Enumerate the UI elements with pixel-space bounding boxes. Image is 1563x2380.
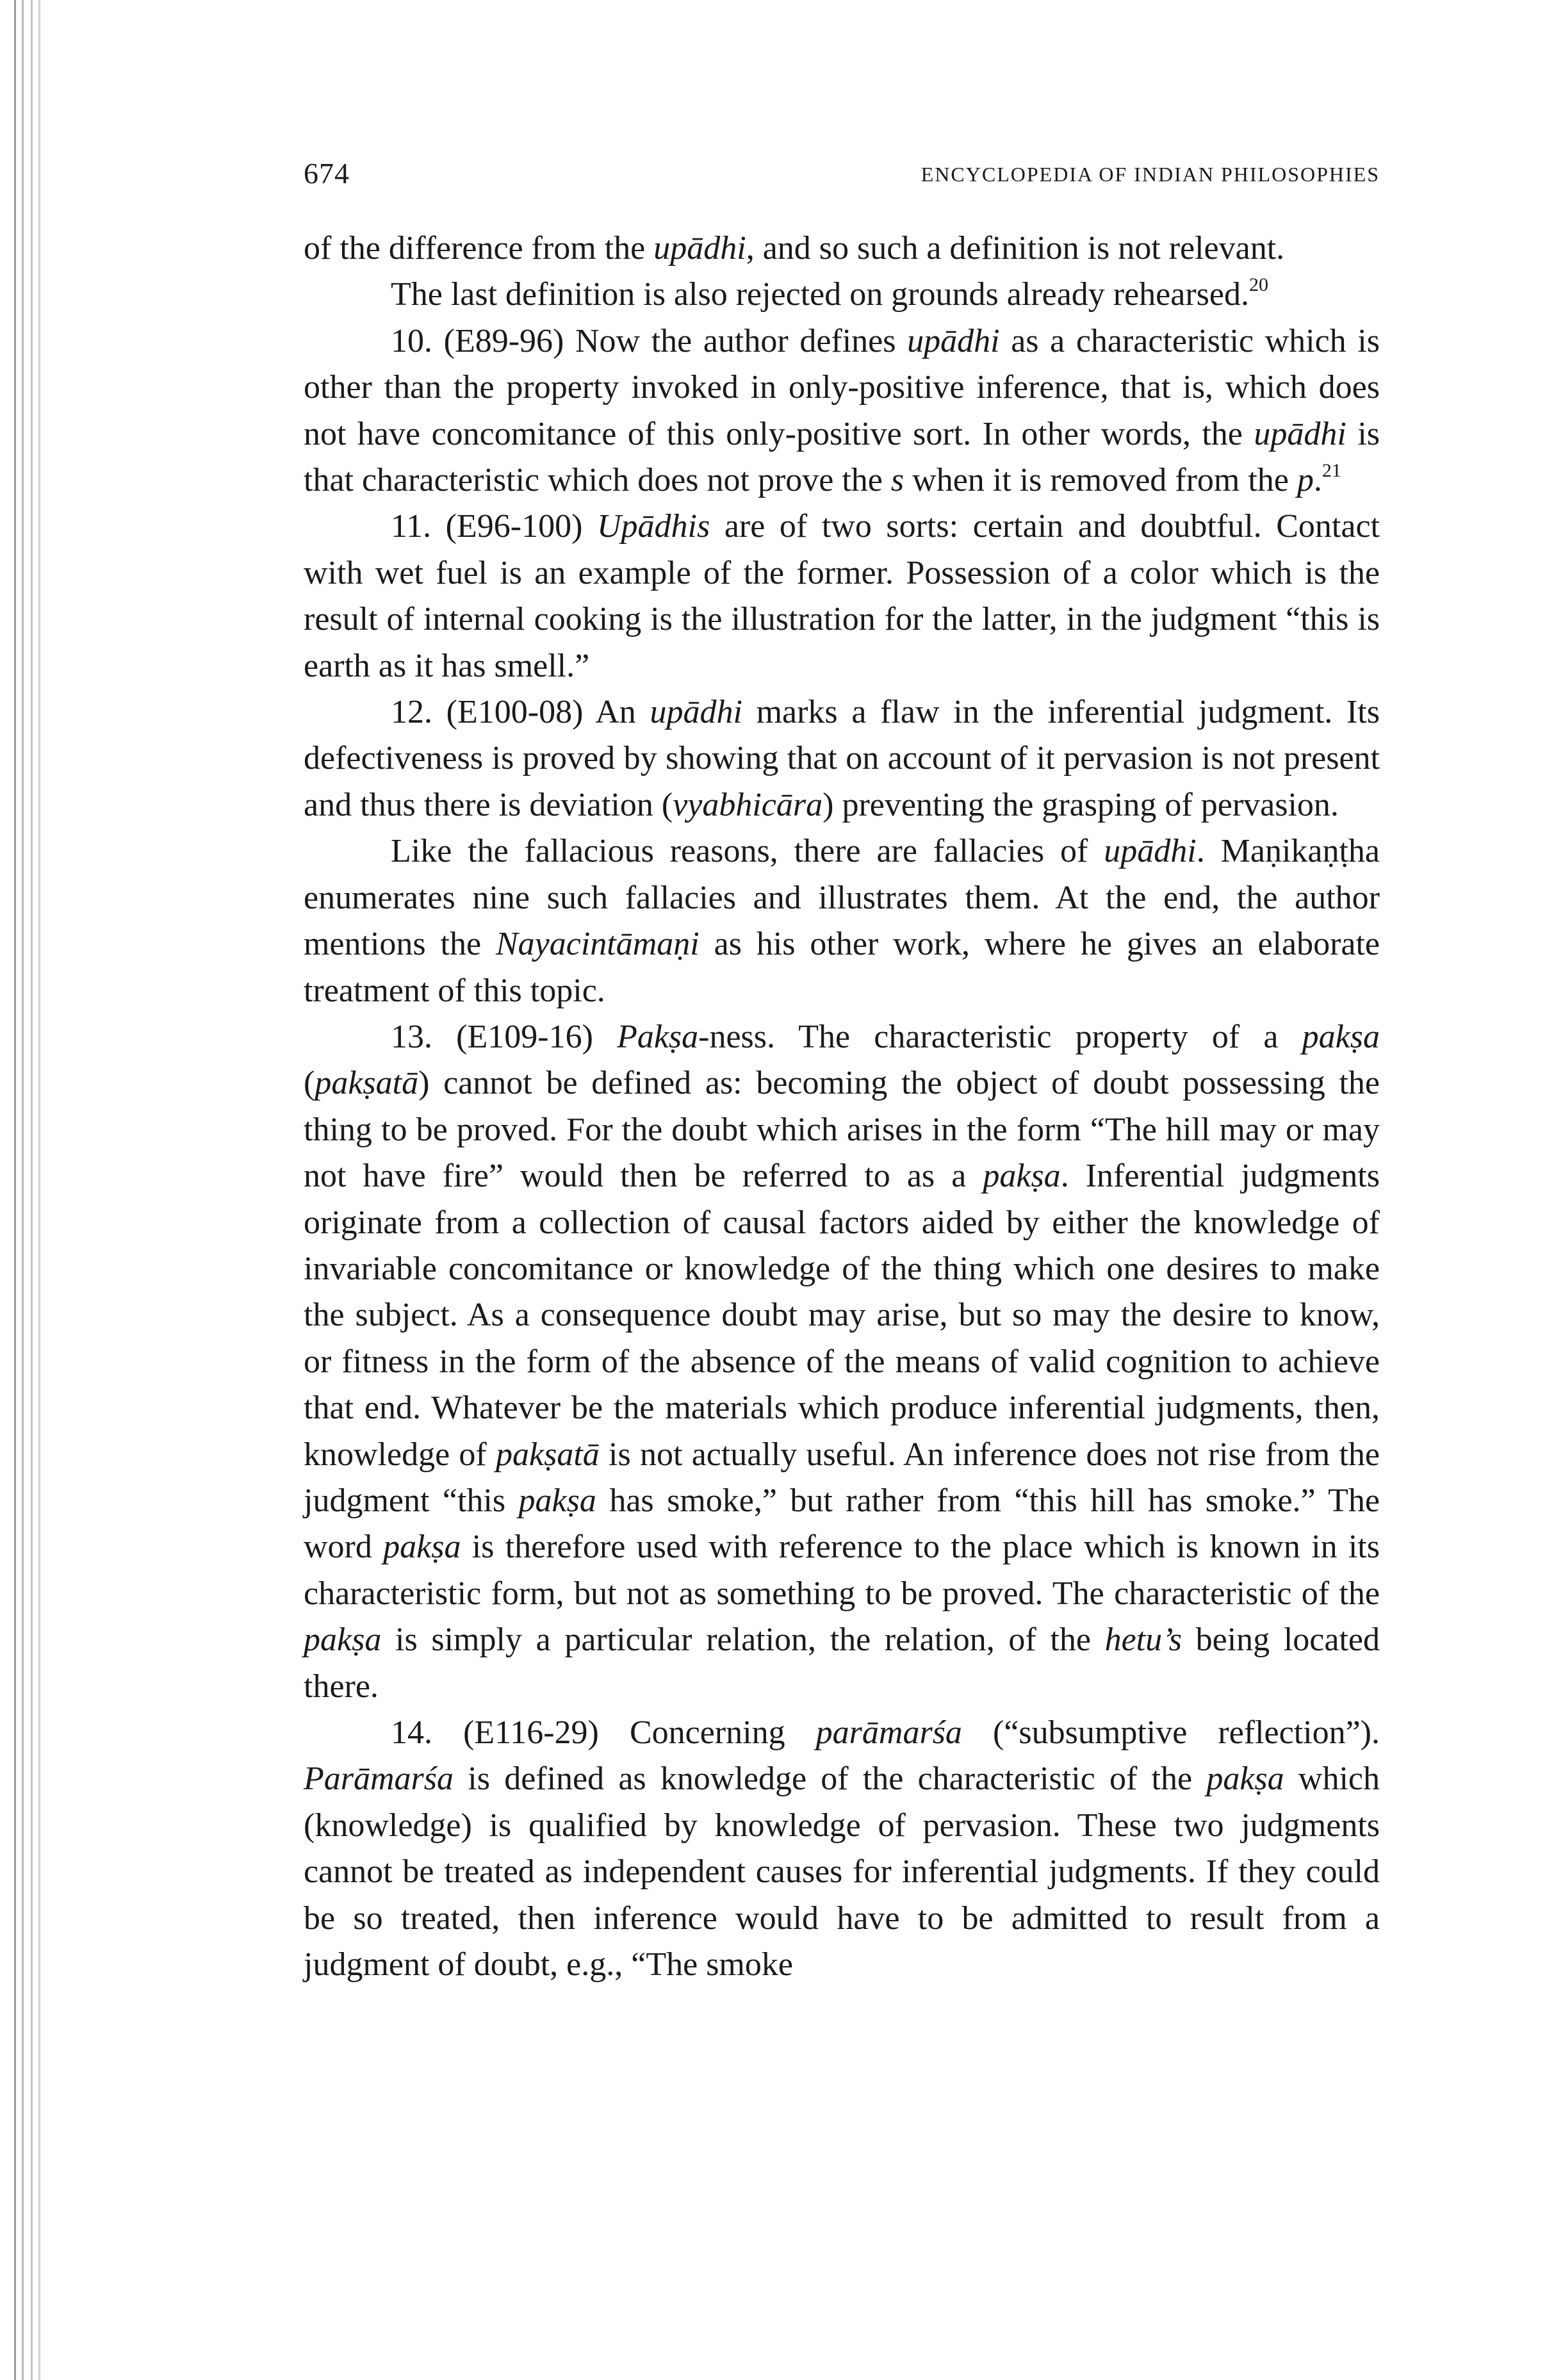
page-number: 674 [304, 157, 350, 190]
text-run: being located there. [304, 1621, 1380, 1705]
text-run: 11. (E96-100) [391, 508, 597, 545]
text-run: as a characteristic which is other than the property invoked in only-positive inference, that is, which does not have concomitance of this only-positive sort. In other words, the [304, 322, 1380, 452]
italic-term: pakṣa [1302, 1018, 1380, 1055]
italic-term: vyabhicāra [673, 786, 823, 823]
text-run: Like the fallacious reasons, there are fallacies of [391, 833, 1104, 870]
footnote-ref: 20 [1248, 274, 1268, 296]
italic-term: pakṣa [304, 1621, 382, 1659]
text-run: as his other work, where he gives an elaborate treatment of this topic. [304, 926, 1380, 1009]
text-run: The last definition is also rejected on grounds already rehearsed. [391, 276, 1249, 313]
page-header [304, 156, 1380, 195]
paragraph [304, 318, 1380, 504]
italic-term: pakṣa [1206, 1760, 1284, 1798]
text-run: of the difference from the [304, 230, 654, 267]
text-run: has smoke,” but rather from “this hill has smoke.” The word [304, 1482, 1380, 1566]
paragraph [304, 1710, 1380, 1988]
text-run: 10. (E89-96) Now the author defines [391, 322, 908, 359]
italic-term: upādhi [1254, 415, 1346, 452]
paragraph [304, 504, 1380, 689]
italic-term: pakṣa [983, 1158, 1061, 1195]
italic-term: pakṣa [383, 1529, 461, 1566]
italic-term: Upādhis [596, 508, 710, 545]
text-run: is therefore used with reference to the place which is known in its characteristic form, but not as something to be proved. The characteristic of the [304, 1529, 1380, 1612]
paragraph [304, 226, 1380, 272]
text-run: . Inferential judgments originate from a collection of causal factors aided by either the knowledge of invariable concomitance or knowledge of the thing which one desires to make the subject. As a consequence doubt may arise, but so may the desire to know, or fitness in the form of the absence of the means of valid cognition to achieve that end. Whatever be the materials which produce inferential judgments, then, knowledge of [304, 1158, 1380, 1473]
text-run: -ness. The characteristic property of a [698, 1018, 1302, 1055]
text-run: is that characteristic which does not prove the [304, 415, 1380, 499]
italic-term: pakṣa [518, 1482, 596, 1519]
italic-term: pakṣatā [496, 1436, 600, 1473]
text-run: 14. (E116-29) Concerning [391, 1714, 816, 1751]
body-text [304, 226, 1380, 1988]
italic-term: s [890, 462, 904, 499]
text-run: 12. (E100-08) An [391, 694, 650, 731]
paragraph [304, 828, 1380, 1014]
italic-term: pakṣatā [315, 1065, 419, 1102]
text-run: ) cannot be defined as: becoming the object of doubt possessing the thing to be proved. For the doubt which arises in the form “The hill may or may not have fire” would then be referred to as a [304, 1065, 1380, 1195]
italic-term: hetu’s [1104, 1621, 1182, 1659]
italic-term: p [1297, 462, 1314, 499]
italic-term: upādhi [653, 230, 746, 267]
italic-term: upādhi [1104, 833, 1197, 870]
text-run: is defined as knowledge of the characteristic of the [454, 1760, 1207, 1798]
text-run: is simply a particular relation, the relation, of the [381, 1621, 1105, 1659]
italic-term: Pakṣa [617, 1018, 699, 1055]
text-run: ( [304, 1065, 315, 1102]
text-run: , and so such a definition is not relevant. [746, 230, 1285, 267]
footnote-ref: 21 [1322, 460, 1341, 482]
paragraph [304, 272, 1380, 318]
paragraph [304, 1014, 1380, 1710]
italic-term: parāmarśa [815, 1714, 962, 1751]
paragraph [304, 689, 1380, 828]
text-run: are of two sorts: certain and doubtful. Contact with wet fuel is an example of the former. Possession of a color which is the result of internal cooking is the illustration for the latter, in the judgment “this is earth as it has smell.” [304, 508, 1380, 684]
text-run: . Maṇikaṇṭha enumerates nine such fallacies and illustrates them. At the end, the author mentions the [304, 833, 1380, 963]
italic-term: upādhi [650, 694, 742, 731]
text-run: 13. (E109-16) [391, 1018, 618, 1055]
italic-term: Nayacintāmaṇi [495, 926, 700, 963]
italic-term: upādhi [907, 322, 1000, 359]
scan-binding-edge [0, 0, 70, 2380]
text-run: ) preventing the grasping of pervasion. [822, 786, 1339, 823]
text-run: which (knowledge) is qualified by knowledge of pervasion. These two judgments cannot be treated as independent causes for inferential judgments. If they could be so treated, then inference would have to be admitted to result from a judgment of doubt, e.g., “The smoke [304, 1760, 1380, 1983]
text-run: when it is removed from the [904, 462, 1297, 499]
text-run: marks a flaw in the inferential judgment. Its defectiveness is proved by showing that on account of it pervasion is not present and thus there is deviation ( [304, 694, 1380, 823]
italic-term: Parāmarśa [304, 1760, 454, 1798]
text-run: is not actually useful. An inference does not rise from the judgment “this [304, 1436, 1380, 1519]
running-head: ENCYCLOPEDIA OF INDIAN PHILOSOPHIES [921, 163, 1380, 186]
text-run: (“subsumptive reflection”). [962, 1714, 1380, 1751]
text-run: . [1313, 462, 1322, 499]
